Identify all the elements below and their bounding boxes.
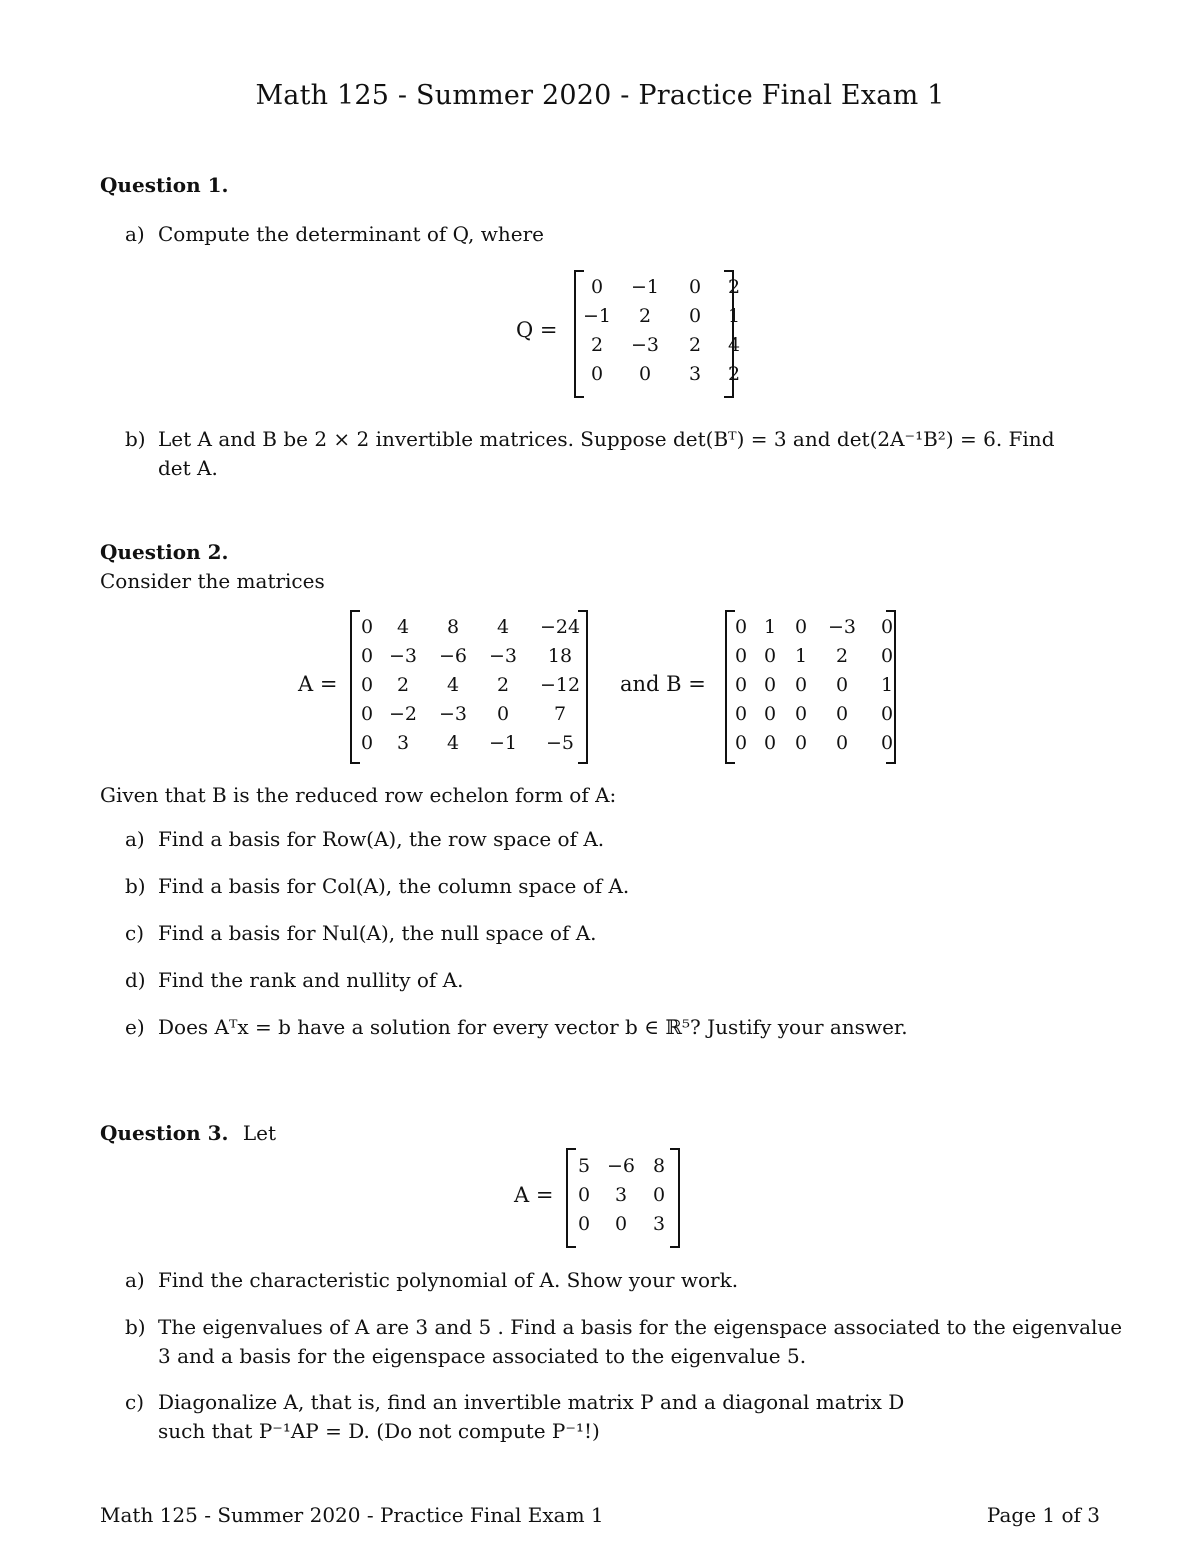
matrix-cell: 0: [794, 732, 808, 754]
footer-page-number: Page 1 of 3: [986, 1503, 1100, 1527]
matrix-cell: −12: [539, 674, 581, 696]
matrix-cell: 0: [614, 1213, 628, 1235]
q-matrix: [580, 273, 754, 389]
matrix-cell: 0: [360, 703, 374, 725]
matrix-cell: 1: [794, 645, 808, 667]
matrix-cell: 4: [396, 616, 410, 638]
footer-left: Math 125 - Summer 2020 - Practice Final Exam 1: [100, 1503, 604, 1527]
q3-item-text-continued: such that P⁻¹AP = D. (Do not compute P⁻¹!): [158, 1419, 600, 1443]
q2-item-text: Find a basis for Row(A), the row space of A.: [158, 827, 605, 851]
matrix-cell: 2: [835, 645, 849, 667]
q3-matrix: [570, 1152, 674, 1239]
q3-matrix-label: A =: [514, 1183, 554, 1207]
matrix-cell: 0: [763, 703, 777, 725]
matrix-cell: −6: [606, 1155, 635, 1177]
matrix-cell: 7: [553, 703, 567, 725]
matrix-cell: 0: [763, 645, 777, 667]
matrix-cell: −3: [488, 645, 517, 667]
b-matrix: [728, 613, 906, 758]
matrix-cell: 0: [880, 732, 894, 754]
matrix-cell: 0: [794, 616, 808, 638]
b-matrix-label: and B =: [620, 672, 706, 696]
matrix-cell: 0: [880, 616, 894, 638]
matrix-cell: −2: [388, 703, 417, 725]
q2-item-text: Find a basis for Col(A), the column space of A.: [158, 874, 630, 898]
question-2-heading: Question 2.: [100, 540, 229, 564]
q3-item-text-continued: 3 and a basis for the eigenspace associated to the eigenvalue 5.: [158, 1344, 807, 1368]
matrix-cell: 1: [880, 674, 894, 696]
q2-item-label: c): [125, 921, 145, 945]
matrix-cell: 2: [396, 674, 410, 696]
q3-item-text: Find the characteristic polynomial of A. Show your work.: [158, 1268, 739, 1292]
matrix-cell: 2: [496, 674, 510, 696]
matrix-cell: −5: [545, 732, 574, 754]
matrix-cell: 8: [446, 616, 460, 638]
matrix-cell: 3: [688, 363, 702, 385]
q1-b-label: b): [125, 427, 146, 451]
matrix-cell: 0: [794, 703, 808, 725]
page-title: Math 125 - Summer 2020 - Practice Final Exam 1: [255, 80, 945, 111]
matrix-cell: 4: [446, 674, 460, 696]
matrix-cell: 0: [360, 645, 374, 667]
q2-item-text: Does Aᵀx = b have a solution for every vector b ∈ ℝ⁵? Justify your answer.: [158, 1015, 908, 1039]
q2-item-text: Find a basis for Nul(A), the null space of A.: [158, 921, 597, 945]
matrix-cell: 3: [652, 1213, 666, 1235]
q3-item-text: Diagonalize A, that is, find an invertible matrix P and a diagonal matrix D: [158, 1390, 905, 1414]
q2-item-label: e): [125, 1015, 145, 1039]
q3-item-label: a): [125, 1268, 145, 1292]
matrix-cell: 0: [577, 1213, 591, 1235]
matrix-cell: 18: [547, 645, 573, 667]
matrix-cell: −1: [488, 732, 517, 754]
matrix-cell: 0: [835, 732, 849, 754]
matrix-cell: −6: [438, 645, 467, 667]
q-matrix-label: Q =: [516, 318, 558, 342]
q3-item-label: c): [125, 1390, 145, 1414]
matrix-cell: −3: [438, 703, 467, 725]
q2-item-text: Find the rank and nullity of A.: [158, 968, 464, 992]
q3-item-text: The eigenvalues of A are 3 and 5 . Find a basis for the eigenspace associated to the eigenvalue: [158, 1315, 1123, 1339]
matrix-cell: 0: [590, 363, 604, 385]
matrix-cell: 4: [496, 616, 510, 638]
matrix-cell: 0: [880, 703, 894, 725]
matrix-cell: 0: [763, 732, 777, 754]
matrix-cell: 0: [360, 674, 374, 696]
q3-item-label: b): [125, 1315, 146, 1339]
matrix-cell: 0: [688, 305, 702, 327]
q2-item-label: a): [125, 827, 145, 851]
q1-b-text: Let A and B be 2 × 2 invertible matrices. Suppose det(Bᵀ) = 3 and det(2A⁻¹B²) = 6. Find: [158, 427, 1055, 451]
matrix-cell: 4: [727, 334, 741, 356]
matrix-cell: 0: [590, 276, 604, 298]
matrix-cell: −24: [539, 616, 581, 638]
matrix-cell: −1: [630, 276, 659, 298]
matrix-cell: 0: [734, 674, 748, 696]
matrix-cell: 0: [880, 645, 894, 667]
matrix-cell: −1: [582, 305, 611, 327]
matrix-cell: 0: [794, 674, 808, 696]
matrix-cell: 0: [638, 363, 652, 385]
matrix-cell: 0: [763, 674, 777, 696]
matrix-cell: −3: [827, 616, 856, 638]
q2-item-label: b): [125, 874, 146, 898]
matrix-cell: 3: [614, 1184, 628, 1206]
q2-item-label: d): [125, 968, 146, 992]
matrix-cell: 2: [727, 363, 741, 385]
matrix-cell: −3: [388, 645, 417, 667]
matrix-cell: 2: [727, 276, 741, 298]
matrix-cell: 0: [734, 645, 748, 667]
q1-a-text: Compute the determinant of Q, where: [158, 222, 544, 246]
matrix-cell: 0: [652, 1184, 666, 1206]
matrix-cell: 0: [360, 616, 374, 638]
matrix-cell: 2: [638, 305, 652, 327]
matrix-cell: 1: [727, 305, 741, 327]
question-3-line: [100, 1121, 276, 1145]
matrix-cell: 4: [446, 732, 460, 754]
matrix-cell: 3: [396, 732, 410, 754]
question-3-heading: Question 3.: [100, 1121, 229, 1145]
matrix-cell: 0: [496, 703, 510, 725]
matrix-cell: 0: [734, 703, 748, 725]
matrix-cell: 1: [763, 616, 777, 638]
matrix-cell: 0: [734, 616, 748, 638]
matrix-cell: 8: [652, 1155, 666, 1177]
matrix-cell: 0: [835, 703, 849, 725]
a-matrix-label: A =: [298, 672, 338, 696]
q1-b-text-continued: det A.: [158, 456, 218, 480]
matrix-cell: −3: [630, 334, 659, 356]
q2-intro: Consider the matrices: [100, 569, 325, 593]
a-matrix: [355, 613, 593, 758]
matrix-cell: 0: [688, 276, 702, 298]
matrix-cell: 0: [577, 1184, 591, 1206]
q2-given: Given that B is the reduced row echelon form of A:: [100, 783, 617, 807]
matrix-cell: 5: [577, 1155, 591, 1177]
matrix-cell: 0: [734, 732, 748, 754]
matrix-cell: 2: [688, 334, 702, 356]
question-1-heading: Question 1.: [100, 173, 229, 197]
q1-a-label: a): [125, 222, 145, 246]
q3-let: Let: [242, 1121, 277, 1145]
matrix-cell: 2: [590, 334, 604, 356]
matrix-cell: 0: [360, 732, 374, 754]
matrix-cell: 0: [835, 674, 849, 696]
